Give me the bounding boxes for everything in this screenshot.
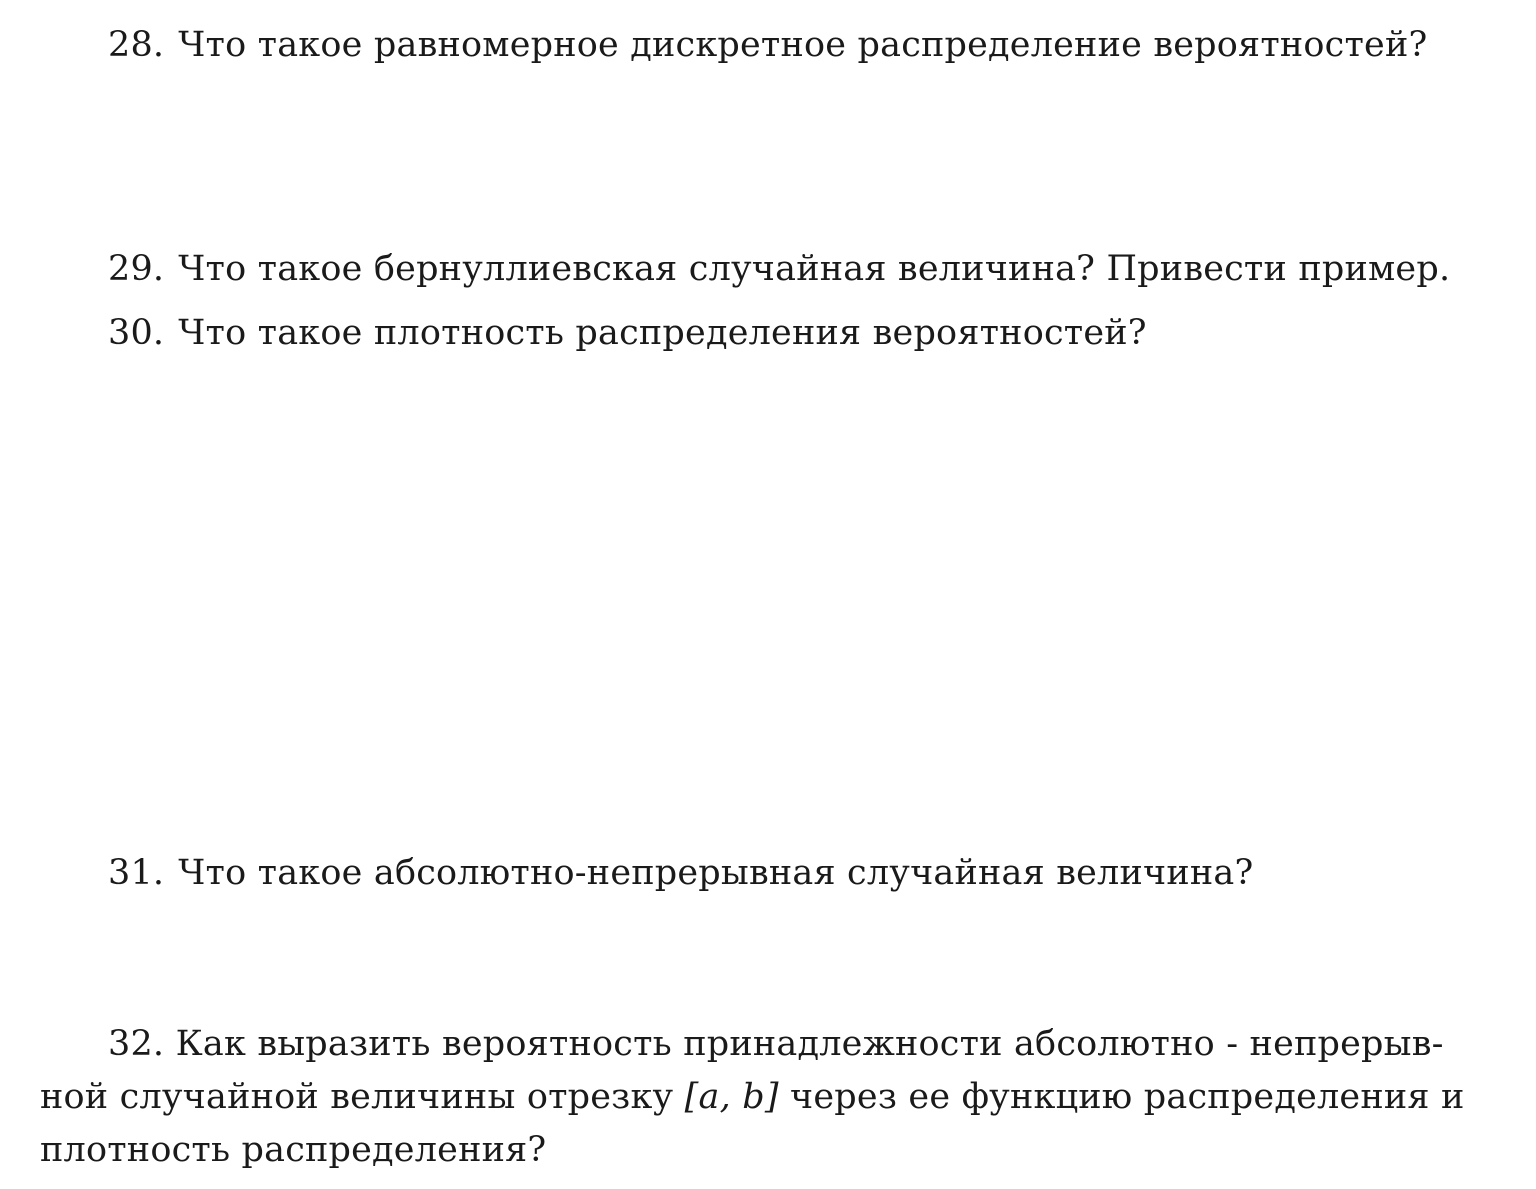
question-number: 28. <box>108 25 165 65</box>
question-text: Что такое плотность распределения вероятностей? <box>178 313 1147 353</box>
question-text-line-1: Как выразить вероятность принадлежности абсолютно - непрерыв- <box>175 1024 1444 1064</box>
question-32 <box>40 1018 1465 1177</box>
question-text: Что такое бернуллиевская случайная величина? Привести пример. <box>178 249 1451 289</box>
question-28 <box>108 19 1427 71</box>
question-text-line-2b: через ее функцию распределения и <box>790 1077 1465 1117</box>
question-text-line-3: плотность распределения? <box>40 1130 547 1170</box>
question-text-line-2a: ной случайной величины отрезку <box>40 1077 674 1117</box>
question-number: 29. <box>108 249 165 289</box>
question-30 <box>108 307 1147 359</box>
question-29 <box>108 243 1450 295</box>
question-32-line-2 <box>40 1071 1465 1124</box>
question-number: 30. <box>108 313 165 353</box>
question-32-line-1 <box>40 1018 1452 1071</box>
question-text: Что такое равномерное дискретное распределение вероятностей? <box>178 25 1428 65</box>
question-31 <box>108 847 1253 899</box>
question-text: Что такое абсолютно-непрерывная случайная величина? <box>178 853 1254 893</box>
interval-math: [a, b] <box>684 1077 779 1117</box>
question-32-line-3 <box>40 1124 1452 1177</box>
question-number: 32. <box>108 1024 165 1064</box>
question-number: 31. <box>108 853 165 893</box>
